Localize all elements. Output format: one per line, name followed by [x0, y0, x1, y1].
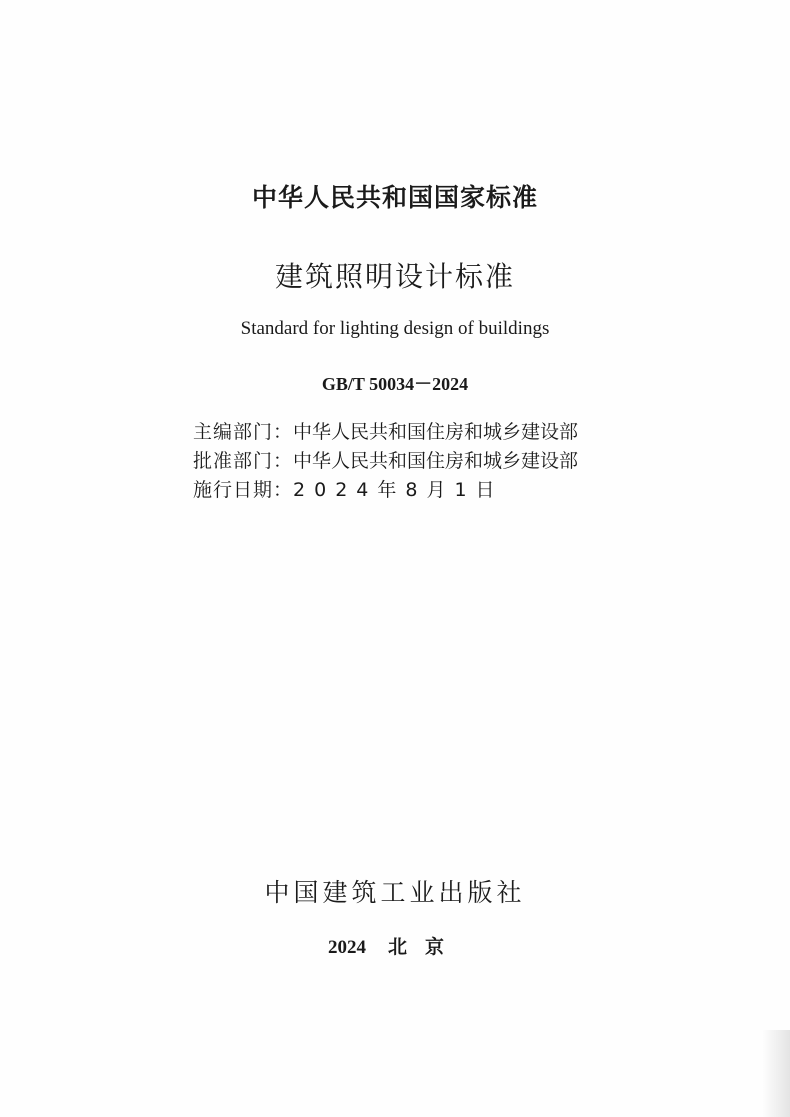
approver-row — [193, 447, 578, 476]
publication-year: 2024 — [327, 937, 366, 958]
effective-date-value: 2024年8月1日 — [293, 479, 504, 501]
approver-value: 中华人民共和国住房和城乡建设部 — [293, 450, 579, 472]
national-standard-heading: 中华人民共和国国家标准 — [251, 183, 538, 212]
standard-title-english: Standard for lighting design of buildings — [240, 318, 550, 339]
standard-info-block — [193, 418, 578, 505]
editor-label: 主编部门： — [193, 421, 294, 443]
publisher-name: 中国建筑工业出版社 — [264, 878, 526, 907]
standard-code: GB/T 50034－2024 — [321, 374, 469, 394]
effective-date-label: 施行日期： — [193, 479, 294, 501]
approver-label: 批准部门： — [193, 450, 294, 472]
editor-row — [193, 418, 578, 447]
publication-place-year — [0, 932, 790, 959]
standard-title-chinese: 建筑照明设计标准 — [274, 260, 515, 293]
effective-date-row — [193, 476, 578, 505]
scan-shadow — [762, 1030, 790, 1117]
editor-value: 中华人民共和国住房和城乡建设部 — [293, 421, 579, 443]
publication-city: 北京 — [387, 936, 462, 958]
